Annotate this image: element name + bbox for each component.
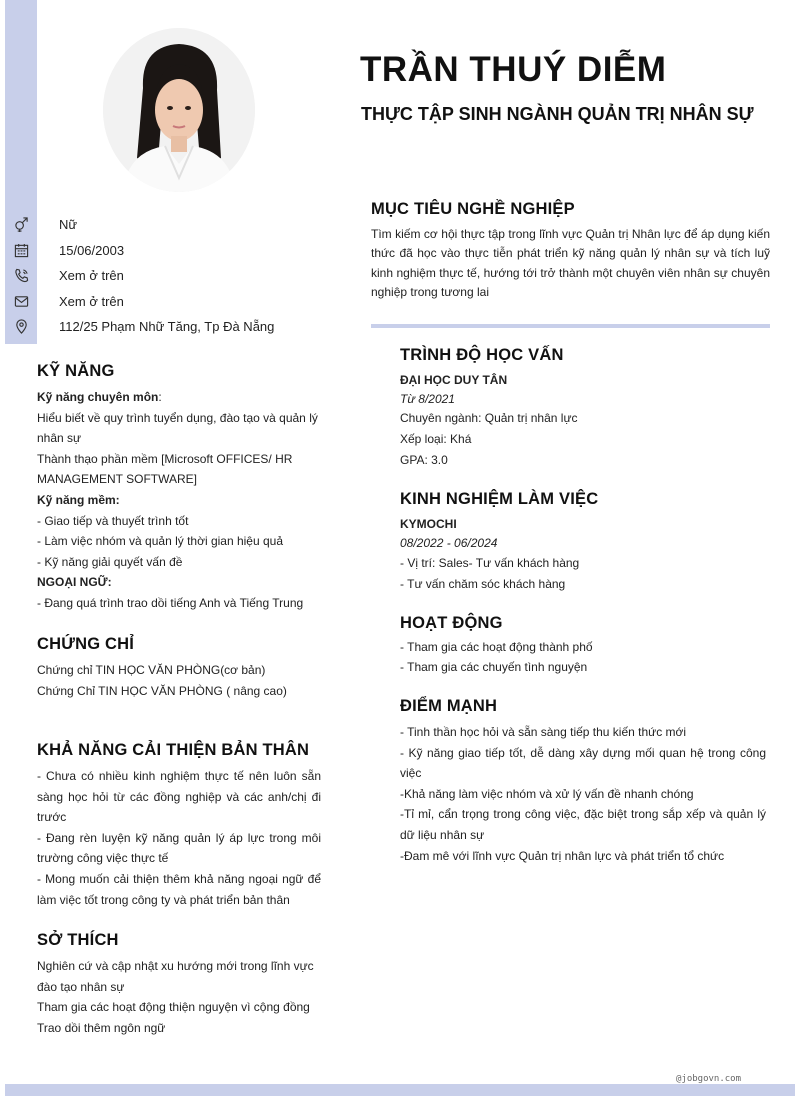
contact-address-text: 112/25 Phạm Nhữ Tăng, Tp Đà Nẵng: [59, 319, 275, 335]
skills-language-label: NGOẠI NGỮ:: [37, 575, 112, 590]
contact-list: [5, 212, 335, 340]
improvement-title: KHẢ NĂNG CẢI THIỆN BẢN THÂN: [37, 741, 310, 759]
experience-section: [400, 490, 770, 595]
contact-address: [5, 314, 335, 340]
certificate-item: Chứng chỉ TIN HỌC VĂN PHÒNG(cơ bản): [37, 663, 266, 677]
hobby-item: Nghiên cứ và cập nhật xu hướng mới trong lĩnh vực đào tạo nhân sự: [37, 959, 314, 994]
objective-title: MỤC TIÊU NGHỀ NGHIỆP: [371, 200, 575, 218]
strengths-title: ĐIỂM MẠNH: [400, 697, 498, 715]
objective-divider: [371, 324, 770, 328]
calendar-icon: [5, 238, 37, 264]
email-icon: [5, 289, 37, 315]
improvement-item: - Đang rèn luyện kỹ năng quản lý áp lực trong môi trường công việc thực tế: [37, 830, 321, 866]
improvement-section: [37, 741, 321, 910]
contact-email: [5, 289, 335, 315]
contact-gender: [5, 212, 335, 238]
experience-period: 08/2022 - 06/2024: [400, 536, 498, 550]
education-period: Từ 8/2021: [400, 392, 455, 406]
skills-pro-colon: :: [158, 390, 162, 404]
hobbies-title: SỞ THÍCH: [37, 931, 119, 949]
experience-detail: - Vị trí: Sales- Tư vấn khách hàng: [400, 556, 580, 570]
experience-company: KYMOCHI: [400, 517, 457, 531]
experience-title: KINH NGHIỆM LÀM VIỆC: [400, 490, 599, 508]
candidate-name: TRẦN THUÝ DIỄM: [360, 50, 667, 89]
skills-pro-item: Thành thạo phần mềm [Microsoft OFFICES/ HR MANAGEMENT SOFTWARE]: [37, 451, 293, 487]
skills-title: KỸ NĂNG: [37, 362, 115, 380]
education-detail: GPA: 3.0: [400, 453, 448, 467]
contact-birthday: [5, 238, 335, 264]
certificate-item: Chứng Chỉ TIN HỌC VĂN PHÒNG ( nâng cao): [37, 683, 287, 698]
activity-item: - Tham gia các chuyến tình nguyện: [400, 659, 588, 674]
experience-detail: - Tư vấn chăm sóc khách hàng: [400, 577, 566, 591]
hobbies-section: [37, 931, 323, 1038]
activities-title: HOẠT ĐỘNG: [400, 614, 503, 632]
strength-item: - Tinh thần học hỏi và sẵn sàng tiếp thu kiến thức mới: [400, 725, 687, 739]
skills-soft-item: - Kỹ năng giải quyết vấn đề: [37, 554, 183, 569]
education-school: ĐẠI HỌC DUY TÂN: [400, 373, 508, 387]
strengths-section: [400, 697, 766, 866]
skills-soft-item: - Làm việc nhóm và quản lý thời gian hiệu quả: [37, 534, 284, 549]
contact-email-text: Xem ở trên: [59, 293, 124, 309]
hobby-item: Tham gia các hoạt động thiện nguyện vì cộng đồng: [37, 1000, 310, 1015]
strength-item: -Tỉ mỉ, cẩn trọng trong công việc, đặc biệt trong sắp xếp và quản lý dữ liệu nhân sự: [400, 807, 766, 842]
contact-phone-text: Xem ở trên: [59, 268, 124, 284]
watermark: @jobgovn.com: [676, 1074, 742, 1084]
gender-icon: [5, 212, 37, 238]
improvement-item: - Chưa có nhiều kinh nghiệm thực tế nên luôn sẵn sàng học hỏi từ các đồng nghiệp và các anh/chị đi trước: [37, 769, 321, 825]
objective-section: [371, 200, 770, 303]
certificates-title: CHỨNG CHỈ: [37, 635, 135, 653]
education-detail: Chuyên ngành: Quản trị nhân lực: [400, 411, 578, 425]
certificates-section: [37, 635, 322, 701]
strength-item: - Kỹ năng giao tiếp tốt, dễ dàng xây dựng mối quan hệ trong công việc: [400, 745, 766, 781]
skills-language-item: - Đang quá trình trao dồi tiếng Anh và Tiếng Trung: [37, 595, 304, 610]
contact-birthday-text: 15/06/2003: [59, 242, 125, 258]
skills-section: [37, 362, 322, 614]
skills-pro-label-line: [37, 387, 322, 408]
candidate-job-title: THỰC TẬP SINH NGÀNH QUẢN TRỊ NHÂN SỰ: [361, 104, 754, 124]
contact-gender-text: Nữ: [59, 217, 78, 233]
skills-pro-item: Hiểu biết về quy trình tuyển dụng, đào tạo và quản lý nhân sự: [37, 410, 318, 446]
activity-item: - Tham gia các hoạt động thành phố: [400, 640, 593, 654]
objective-text: Tìm kiếm cơ hội thực tập trong lĩnh vực Quản trị Nhân lực để áp dụng kiến thức đã học vào thực tiễn phát triển kỹ năng quản lý nhân sự và tích luỹ kinh nghiệm thực tế, hướng tới trở thành một chuyên viên nhân sự chuyên nghiệp trong tương lai: [371, 227, 770, 300]
strength-item: -Đam mê với lĩnh vực Quản trị nhân lực và phát triển tổ chức: [400, 848, 725, 863]
activities-section: [400, 614, 770, 677]
phone-icon: [5, 263, 37, 289]
education-section: [400, 346, 770, 471]
skills-soft-label: Kỹ năng mềm:: [37, 492, 120, 507]
improvement-item: - Mong muốn cải thiện thêm khả năng ngoại ngữ để làm việc tốt trong công ty và phát triển bản thân: [37, 871, 321, 907]
skills-soft-item: - Giao tiếp và thuyết trình tốt: [37, 513, 189, 528]
strength-item: -Khả năng làm việc nhóm và xử lý vấn đề nhanh chóng: [400, 786, 694, 801]
profile-photo: [103, 28, 255, 192]
location-pin-icon: [5, 314, 37, 340]
hobby-item: Trao dồi thêm ngôn ngữ: [37, 1020, 166, 1035]
education-title: TRÌNH ĐỘ HỌC VẤN: [400, 346, 564, 364]
bottom-accent-bar: [5, 1084, 795, 1096]
skills-pro-label: Kỹ năng chuyên môn: [37, 390, 159, 404]
contact-phone: [5, 263, 335, 289]
education-detail: Xếp loại: Khá: [400, 432, 472, 446]
